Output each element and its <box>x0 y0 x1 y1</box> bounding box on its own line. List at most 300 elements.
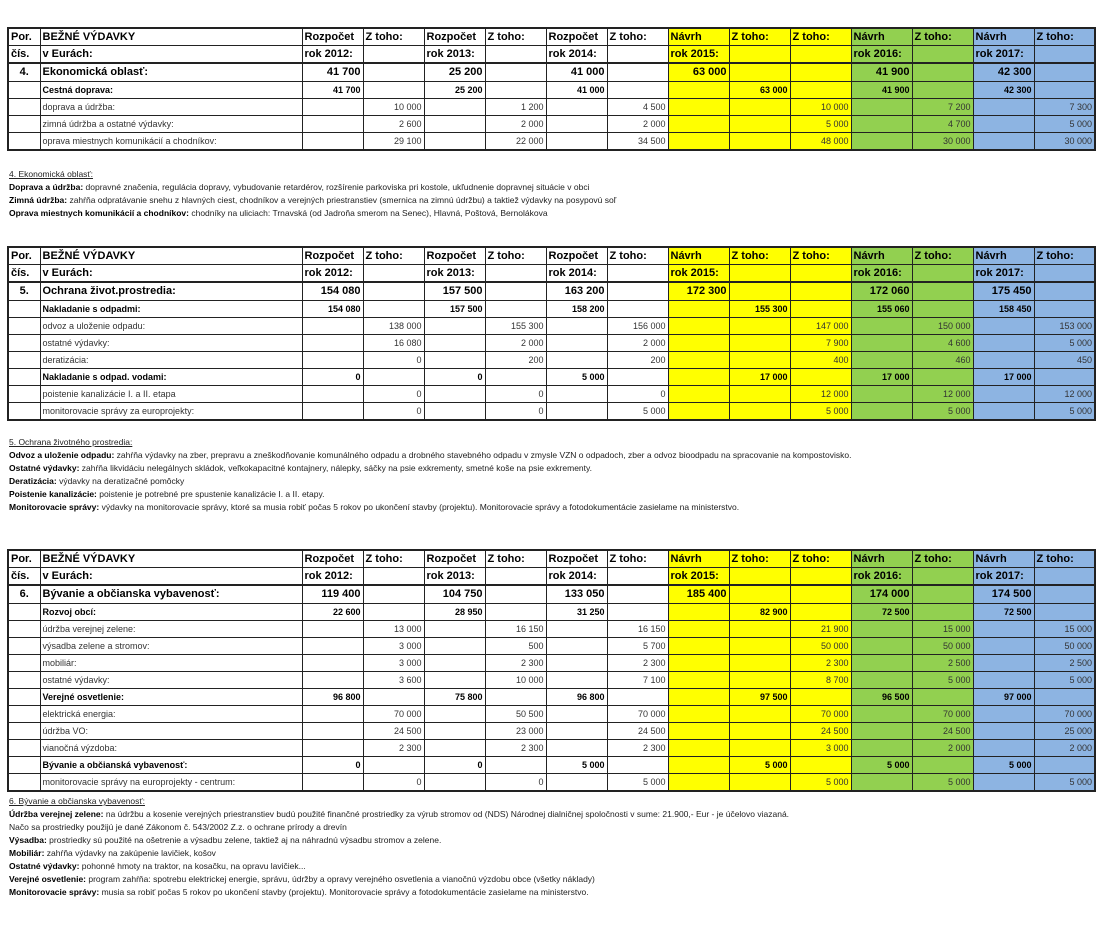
row-value <box>363 82 424 99</box>
header-year <box>729 46 790 64</box>
section-total-row <box>8 585 1095 604</box>
row-value: 22 000 <box>485 133 546 151</box>
row-value <box>424 740 485 757</box>
row-value <box>729 774 790 792</box>
section-total-value <box>1034 282 1095 301</box>
row-value: 13 000 <box>363 621 424 638</box>
note-term: Zimná údržba: <box>9 195 68 205</box>
row-value <box>424 774 485 792</box>
row-value <box>302 386 363 403</box>
row-label: odvoz a uloženie odpadu: <box>40 318 302 335</box>
row-value <box>546 655 607 672</box>
row-value: 2 300 <box>485 655 546 672</box>
row-value: 23 000 <box>485 723 546 740</box>
row-value: 75 800 <box>424 689 485 706</box>
note-line <box>9 821 789 834</box>
header-cis: čís. <box>8 265 40 283</box>
note-line <box>9 181 616 194</box>
row-value <box>973 621 1034 638</box>
row-number <box>8 403 40 421</box>
row-value: 24 500 <box>363 723 424 740</box>
row-value: 50 500 <box>485 706 546 723</box>
section-name: Ekonomická oblasť: <box>40 63 302 82</box>
row-value <box>424 116 485 133</box>
header-year <box>790 265 851 283</box>
row-value: 70 000 <box>607 706 668 723</box>
section-total-value <box>607 63 668 82</box>
note-term: Oprava miestnych komunikácií a chodníkov: <box>9 208 189 218</box>
header-row-2 <box>8 265 1095 283</box>
header-subtitle: v Eurách: <box>40 568 302 586</box>
row-value <box>973 638 1034 655</box>
row-value: 1 200 <box>485 99 546 116</box>
row-number <box>8 638 40 655</box>
row-value <box>973 740 1034 757</box>
table-row <box>8 99 1095 116</box>
row-value <box>668 638 729 655</box>
row-value: 42 300 <box>973 82 1034 99</box>
section-total-value: 133 050 <box>546 585 607 604</box>
header-col: Rozpočet <box>302 247 363 265</box>
row-value: 96 500 <box>851 689 912 706</box>
header-col: Z toho: <box>363 550 424 568</box>
header-col: Z toho: <box>729 247 790 265</box>
note-term: Monitorovacie správy: <box>9 502 100 512</box>
header-year: rok 2016: <box>851 265 912 283</box>
row-label: mobiliár: <box>40 655 302 672</box>
note-text: na údržbu a kosenie verejných priestranstiev budú použité finančné prostriedky za výrub stromov od (NDS) Národnej dialničnej spoločnosti v sume: 21.900,- Eur - je účelovo viazaná. <box>103 809 790 819</box>
row-value <box>851 740 912 757</box>
row-value: 82 900 <box>729 604 790 621</box>
notes-section-5 <box>9 436 851 514</box>
row-value <box>424 133 485 151</box>
header-year <box>790 46 851 64</box>
header-col: Z toho: <box>729 28 790 46</box>
row-value <box>1034 369 1095 386</box>
header-cis: čís. <box>8 568 40 586</box>
note-line <box>9 873 789 886</box>
row-value: 12 000 <box>912 386 973 403</box>
header-col: Rozpočet <box>302 550 363 568</box>
row-value <box>607 82 668 99</box>
section-total-value: 185 400 <box>668 585 729 604</box>
row-value <box>790 369 851 386</box>
header-col: Návrh <box>851 28 912 46</box>
row-value: 7 300 <box>1034 99 1095 116</box>
note-text: zahŕňa výdavky na zakúpenie lavičiek, košov <box>44 848 216 858</box>
header-row-2 <box>8 46 1095 64</box>
row-value: 48 000 <box>790 133 851 151</box>
row-value <box>302 318 363 335</box>
row-value: 4 500 <box>607 99 668 116</box>
header-year <box>485 568 546 586</box>
row-value <box>424 403 485 421</box>
row-label: monitorovacie správy na europrojekty - centrum: <box>40 774 302 792</box>
header-col: Z toho: <box>1034 247 1095 265</box>
section-total-value <box>485 63 546 82</box>
header-year: rok 2016: <box>851 46 912 64</box>
row-label: ostatné výdavky: <box>40 672 302 689</box>
budget-table-section-5 <box>7 246 1096 421</box>
row-value: 5 000 <box>912 774 973 792</box>
row-value: 7 200 <box>912 99 973 116</box>
table-row <box>8 621 1095 638</box>
row-value: 0 <box>302 369 363 386</box>
row-value: 17 000 <box>851 369 912 386</box>
header-subtitle: v Eurách: <box>40 265 302 283</box>
header-year <box>607 265 668 283</box>
section-total-value <box>1034 63 1095 82</box>
header-row-1 <box>8 28 1095 46</box>
header-col: Z toho: <box>485 247 546 265</box>
row-value <box>729 655 790 672</box>
row-number <box>8 604 40 621</box>
section-total-value: 25 200 <box>424 63 485 82</box>
header-col: Z toho: <box>363 28 424 46</box>
row-value <box>851 318 912 335</box>
row-label: Nakladanie s odpadmi: <box>40 301 302 318</box>
header-col: Rozpočet <box>546 550 607 568</box>
row-value: 0 <box>485 386 546 403</box>
row-value <box>363 369 424 386</box>
note-text: poistenie je potrebné pre spustenie kanalizácie I. a II. etapy. <box>96 489 325 499</box>
row-value <box>668 99 729 116</box>
row-value <box>973 706 1034 723</box>
row-value: 0 <box>485 403 546 421</box>
row-value: 154 080 <box>302 301 363 318</box>
row-value <box>851 335 912 352</box>
section-total-value: 163 200 <box>546 282 607 301</box>
header-por: Por. <box>8 28 40 46</box>
section-total-value: 172 300 <box>668 282 729 301</box>
header-year <box>607 568 668 586</box>
notes-section-6 <box>9 795 789 899</box>
row-value <box>851 672 912 689</box>
row-value: 5 700 <box>607 638 668 655</box>
row-value: 16 150 <box>485 621 546 638</box>
row-value <box>668 689 729 706</box>
note-text: dopravné značenia, regulácia dopravy, vybudovanie retardérov, rozšírenie parkoviska pri kostole, ukľudnenie dopravnej situácie v obci <box>83 182 590 192</box>
row-value <box>790 82 851 99</box>
row-value: 96 800 <box>302 689 363 706</box>
row-value <box>485 369 546 386</box>
row-value: 0 <box>363 386 424 403</box>
section-total-value <box>729 585 790 604</box>
section-total-value <box>790 585 851 604</box>
row-value: 5 000 <box>1034 116 1095 133</box>
row-value <box>302 638 363 655</box>
row-value <box>302 133 363 151</box>
table-row <box>8 672 1095 689</box>
row-value <box>668 369 729 386</box>
row-value <box>424 352 485 369</box>
row-value <box>668 301 729 318</box>
header-col: Z toho: <box>1034 550 1095 568</box>
row-value <box>973 335 1034 352</box>
note-term: Odvoz a uloženie odpadu: <box>9 450 115 460</box>
row-value: 5 000 <box>973 757 1034 774</box>
row-value <box>729 672 790 689</box>
row-value <box>729 386 790 403</box>
row-value <box>302 116 363 133</box>
row-label: monitorovacie správy za europrojekty: <box>40 403 302 421</box>
header-col: Z toho: <box>1034 28 1095 46</box>
note-line <box>9 449 851 462</box>
row-value <box>546 318 607 335</box>
row-value: 0 <box>363 352 424 369</box>
row-value: 153 000 <box>1034 318 1095 335</box>
header-col: Rozpočet <box>546 247 607 265</box>
row-value: 5 000 <box>1034 774 1095 792</box>
row-value <box>607 301 668 318</box>
header-year <box>363 568 424 586</box>
row-value <box>607 369 668 386</box>
row-value: 5 000 <box>546 369 607 386</box>
header-col: Návrh <box>973 28 1034 46</box>
row-value: 2 000 <box>912 740 973 757</box>
subtotal-row <box>8 757 1095 774</box>
header-year <box>1034 568 1095 586</box>
section-total-value <box>363 585 424 604</box>
row-label: Bývanie a občianská vybavenosť: <box>40 757 302 774</box>
row-value <box>729 133 790 151</box>
table-row <box>8 133 1095 151</box>
row-label: doprava a údržba: <box>40 99 302 116</box>
note-term: Verejné osvetlenie: <box>9 874 87 884</box>
header-col: Rozpočet <box>424 28 485 46</box>
header-col: Z toho: <box>607 550 668 568</box>
note-text: prostriedky sú použité na ošetrenie a výsadbu zelene, taktiež aj na náhradnú výsadbu stromov a zelene. <box>46 835 442 845</box>
row-label: poistenie kanalizácie I. a II. etapa <box>40 386 302 403</box>
row-value: 200 <box>607 352 668 369</box>
row-value: 17 000 <box>973 369 1034 386</box>
table-row <box>8 638 1095 655</box>
row-value <box>851 352 912 369</box>
note-line <box>9 834 789 847</box>
row-value <box>729 352 790 369</box>
row-value: 5 000 <box>851 757 912 774</box>
header-col: Z toho: <box>607 247 668 265</box>
header-col: Návrh <box>668 550 729 568</box>
row-number <box>8 335 40 352</box>
budget-table-section-4 <box>7 27 1096 151</box>
header-col: Rozpočet <box>546 28 607 46</box>
section-name: Bývanie a občianska vybavenosť: <box>40 585 302 604</box>
row-number <box>8 740 40 757</box>
row-value <box>485 301 546 318</box>
section-total-value: 63 000 <box>668 63 729 82</box>
section-number: 6. <box>8 585 40 604</box>
section-total-value <box>912 282 973 301</box>
row-value: 12 000 <box>790 386 851 403</box>
section-total-value: 174 000 <box>851 585 912 604</box>
header-col: Návrh <box>973 247 1034 265</box>
header-year: rok 2014: <box>546 265 607 283</box>
header-year: rok 2017: <box>973 265 1034 283</box>
row-value <box>912 301 973 318</box>
row-value: 70 000 <box>1034 706 1095 723</box>
row-value <box>607 689 668 706</box>
header-col: Rozpočet <box>424 550 485 568</box>
notes-section-4 <box>9 168 616 220</box>
row-value: 5 000 <box>912 403 973 421</box>
row-value: 96 800 <box>546 689 607 706</box>
row-value <box>729 621 790 638</box>
row-value: 460 <box>912 352 973 369</box>
note-line <box>9 462 851 475</box>
note-text: zahŕňa výdavky na zber, prepravu a zneškodňovanie komunálného odpadu a drobného stavebného odpadu v zmysle VZN o odpadoch, zber a odvoz bioodpadu na spracovanie na kompostovisko. <box>114 450 852 460</box>
header-year: rok 2014: <box>546 568 607 586</box>
row-value <box>424 723 485 740</box>
row-value <box>668 335 729 352</box>
row-value <box>424 335 485 352</box>
row-value: 0 <box>485 774 546 792</box>
header-year <box>363 265 424 283</box>
row-value: 5 000 <box>790 116 851 133</box>
header-title: BEŽNÉ VÝDAVKY <box>40 247 302 265</box>
header-col: Z toho: <box>912 28 973 46</box>
row-value <box>729 723 790 740</box>
header-col: Návrh <box>973 550 1034 568</box>
row-value <box>1034 82 1095 99</box>
row-label: údržba VO: <box>40 723 302 740</box>
header-col: Z toho: <box>363 247 424 265</box>
row-value <box>424 655 485 672</box>
note-term: Mobiliár: <box>9 848 45 858</box>
section-total-value <box>363 63 424 82</box>
row-label: elektrická energia: <box>40 706 302 723</box>
header-year: rok 2013: <box>424 265 485 283</box>
row-value: 22 600 <box>302 604 363 621</box>
row-number <box>8 386 40 403</box>
row-label: Verejné osvetlenie: <box>40 689 302 706</box>
row-value: 12 000 <box>1034 386 1095 403</box>
budget-table-section-6 <box>7 549 1096 792</box>
subtotal-row <box>8 369 1095 386</box>
row-value: 10 000 <box>363 99 424 116</box>
row-value: 156 000 <box>607 318 668 335</box>
row-value <box>363 301 424 318</box>
row-value <box>912 604 973 621</box>
header-year: rok 2013: <box>424 46 485 64</box>
row-value <box>424 672 485 689</box>
row-value: 25 000 <box>1034 723 1095 740</box>
row-value: 4 600 <box>912 335 973 352</box>
header-year <box>912 46 973 64</box>
row-value <box>485 604 546 621</box>
row-value <box>302 723 363 740</box>
section-number: 4. <box>8 63 40 82</box>
section-name: Ochrana život.prostredia: <box>40 282 302 301</box>
note-text: program zahŕňa: spotrebu elektrickej energie, správu, údržby a opravy verejného osvetlenia a vianočnú výzdobu obce (všetky náklady) <box>86 874 595 884</box>
row-value: 41 700 <box>302 82 363 99</box>
header-year <box>485 46 546 64</box>
note-term: Poistenie kanalizácie: <box>9 489 97 499</box>
row-value <box>729 706 790 723</box>
row-value: 2 300 <box>485 740 546 757</box>
row-value <box>668 655 729 672</box>
row-value: 24 500 <box>607 723 668 740</box>
section-total-value <box>912 63 973 82</box>
header-year <box>912 265 973 283</box>
section-total-value <box>912 585 973 604</box>
row-label: Rozvoj obcí: <box>40 604 302 621</box>
row-value: 15 000 <box>912 621 973 638</box>
header-year <box>912 568 973 586</box>
row-value: 10 000 <box>790 99 851 116</box>
row-value <box>851 706 912 723</box>
row-value <box>973 655 1034 672</box>
row-value: 97 000 <box>973 689 1034 706</box>
row-value <box>1034 757 1095 774</box>
header-year: rok 2015: <box>668 265 729 283</box>
row-value <box>851 99 912 116</box>
row-value: 155 060 <box>851 301 912 318</box>
row-number <box>8 99 40 116</box>
row-value <box>607 604 668 621</box>
row-value <box>546 133 607 151</box>
notes-title: 6. Bývanie a občianska vybavenosť: <box>9 796 145 806</box>
row-value <box>668 352 729 369</box>
row-value <box>912 82 973 99</box>
row-value: 41 900 <box>851 82 912 99</box>
header-year: rok 2016: <box>851 568 912 586</box>
row-value: 2 500 <box>1034 655 1095 672</box>
row-number <box>8 621 40 638</box>
row-value: 2 300 <box>607 655 668 672</box>
note-text: musia sa robiť počas 5 rokov po ukončení stavby (projektu). Monitorovacie správy a fotodokumentácie zasielame na ministerstvo. <box>99 887 589 897</box>
note-term: Výsadba: <box>9 835 47 845</box>
table-row <box>8 352 1095 369</box>
row-value <box>302 740 363 757</box>
table-row <box>8 403 1095 421</box>
row-value: 50 000 <box>912 638 973 655</box>
row-number <box>8 757 40 774</box>
section-total-value: 41 000 <box>546 63 607 82</box>
row-value <box>973 133 1034 151</box>
row-value: 25 200 <box>424 82 485 99</box>
row-value <box>546 386 607 403</box>
row-value: 2 000 <box>1034 740 1095 757</box>
table-row <box>8 706 1095 723</box>
section-total-value <box>363 282 424 301</box>
row-value: 16 080 <box>363 335 424 352</box>
row-number <box>8 82 40 99</box>
row-label: oprava miestnych komunikácií a chodníkov: <box>40 133 302 151</box>
row-number <box>8 116 40 133</box>
header-title: BEŽNÉ VÝDAVKY <box>40 550 302 568</box>
row-value: 17 000 <box>729 369 790 386</box>
row-value: 4 700 <box>912 116 973 133</box>
note-term: Monitorovacie správy: <box>9 887 100 897</box>
header-year: rok 2017: <box>973 568 1034 586</box>
row-value <box>668 757 729 774</box>
row-value: 5 000 <box>607 774 668 792</box>
subtotal-row <box>8 604 1095 621</box>
row-label: ostatné výdavky: <box>40 335 302 352</box>
row-value <box>790 757 851 774</box>
row-value <box>363 689 424 706</box>
row-number <box>8 133 40 151</box>
notes-title: 4. Ekonomická oblasť: <box>9 169 93 179</box>
row-value <box>485 82 546 99</box>
header-col: Z toho: <box>607 28 668 46</box>
row-value: 7 900 <box>790 335 851 352</box>
table-row <box>8 740 1095 757</box>
row-value <box>912 369 973 386</box>
row-value <box>424 99 485 116</box>
row-value <box>851 638 912 655</box>
